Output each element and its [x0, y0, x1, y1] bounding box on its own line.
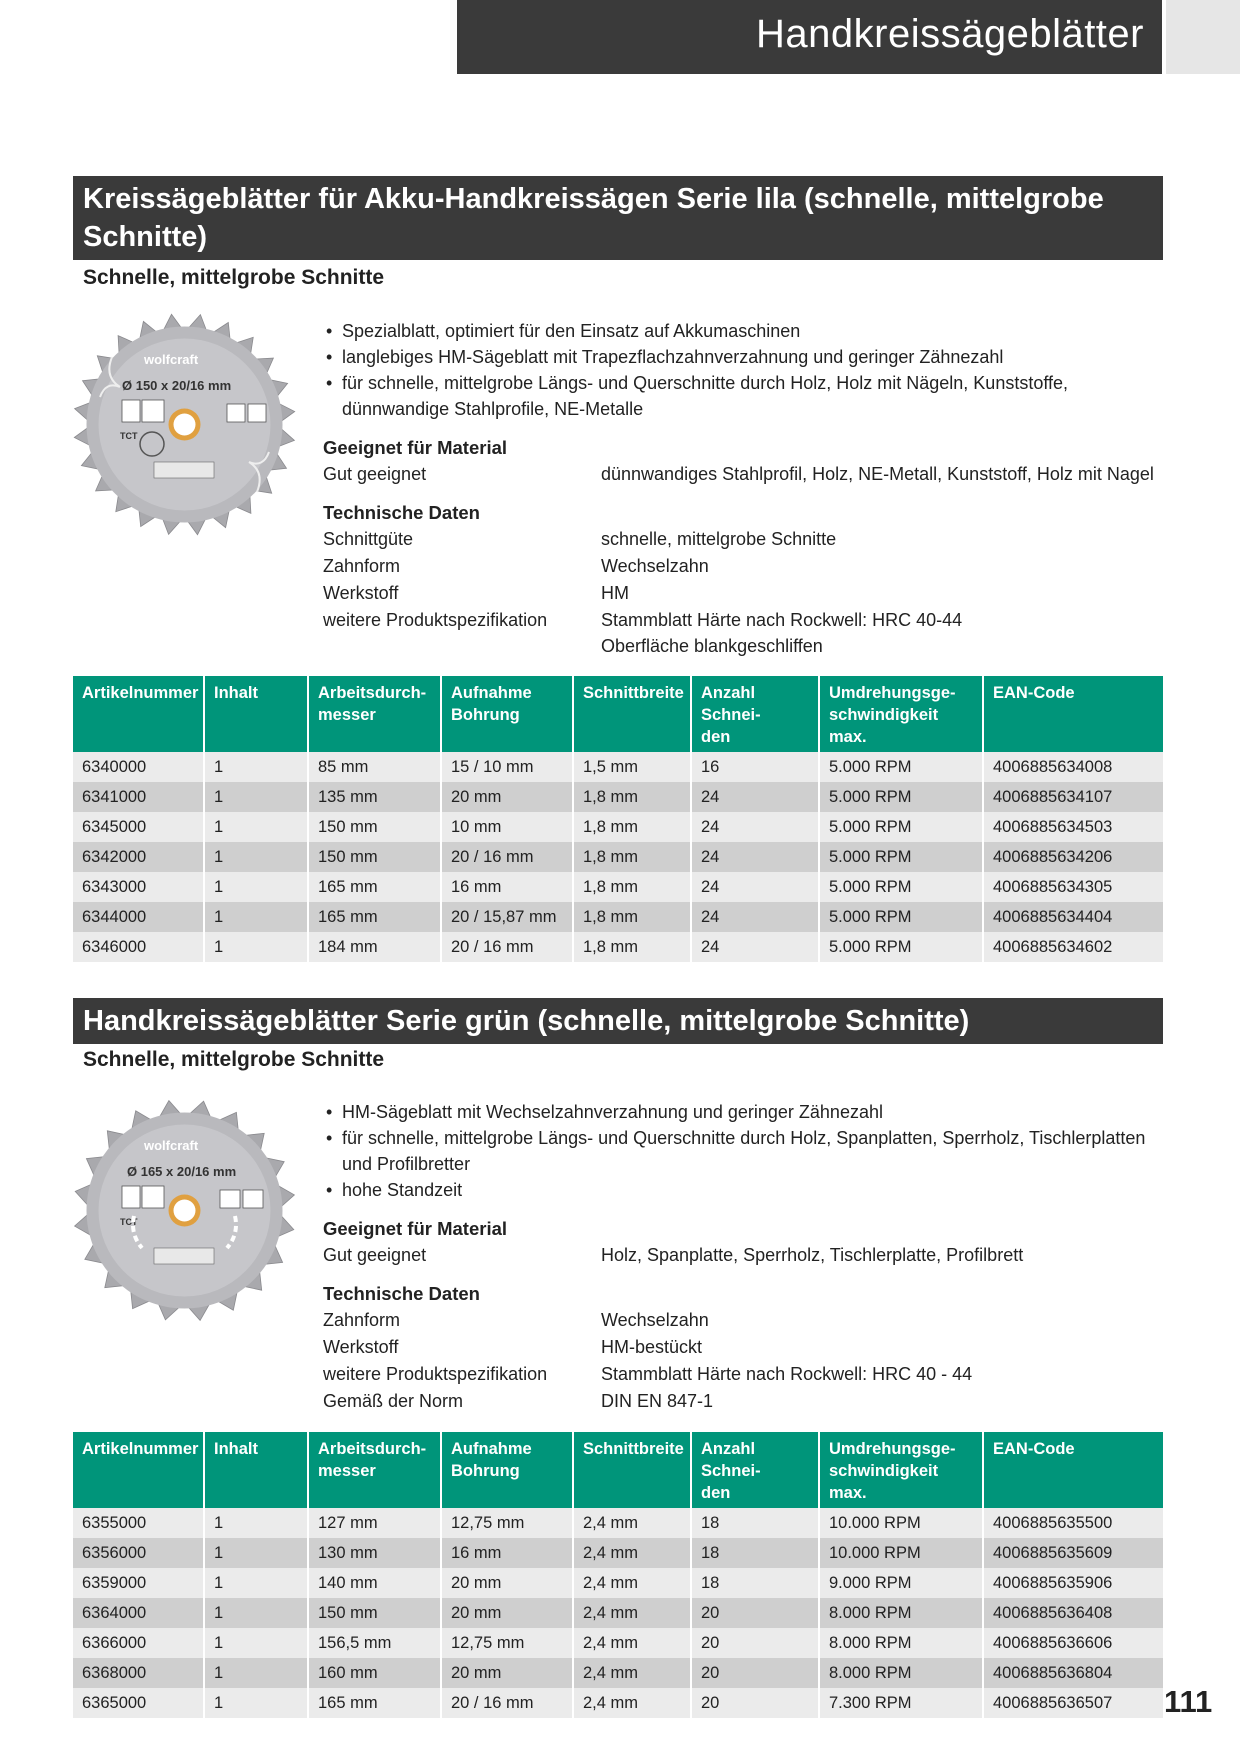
table-cell: 8.000 RPM	[819, 1658, 983, 1688]
table-row	[73, 782, 1163, 812]
table-cell: 1,8 mm	[573, 932, 691, 962]
column-header: Artikelnummer	[73, 1432, 204, 1508]
feature-item: • hohe Standzeit	[322, 1177, 1162, 1203]
spec-value: Stammblatt Härte nach Rockwell: HRC 40 - 44	[601, 1364, 973, 1384]
table-cell: 9.000 RPM	[819, 1568, 983, 1598]
table-cell: 140 mm	[308, 1568, 441, 1598]
saw-blade-image	[72, 312, 297, 537]
blade-brand: wolfcraft	[144, 352, 199, 367]
table-cell: 6365000	[73, 1688, 204, 1718]
table-row	[73, 1628, 1163, 1658]
spec-label: Gut geeignet	[323, 464, 427, 484]
table-cell: 16	[691, 752, 819, 782]
table-cell: 6340000	[73, 752, 204, 782]
blade-tct-label: TCT	[120, 1217, 138, 1227]
table-cell: 20 mm	[441, 1598, 573, 1628]
table-cell: 1	[204, 1688, 308, 1718]
table-cell: 24	[691, 902, 819, 932]
column-header: EAN-Code	[983, 676, 1163, 752]
table-cell: 6346000	[73, 932, 204, 962]
spec-label: weitere Produktspezifikation	[323, 610, 548, 630]
table-cell: 1	[204, 1568, 308, 1598]
table-cell: 6341000	[73, 782, 204, 812]
table-cell: 20	[691, 1598, 819, 1628]
page-header	[457, 0, 1162, 74]
column-header: Arbeitsdurch- messer	[308, 676, 441, 752]
product-table-lila	[73, 676, 1163, 962]
blade-arbor-hole	[174, 414, 196, 436]
table-cell: 24	[691, 842, 819, 872]
blade-tct-label: TCT	[120, 431, 138, 441]
spec-label: Gemäß der Norm	[323, 1391, 464, 1411]
table-cell: 1	[204, 782, 308, 812]
table-cell: 4006885634503	[983, 812, 1163, 842]
feature-item: • Spezialblatt, optimiert für den Einsatz auf Akkumaschinen	[322, 318, 1162, 344]
table-cell: 130 mm	[308, 1538, 441, 1568]
table-cell: 24	[691, 812, 819, 842]
table-cell: 4006885635906	[983, 1568, 1163, 1598]
table-cell: 5.000 RPM	[819, 812, 983, 842]
table-cell: 20 mm	[441, 1568, 573, 1598]
table-cell: 1,8 mm	[573, 872, 691, 902]
table-cell: 1,8 mm	[573, 812, 691, 842]
table-cell: 4006885636804	[983, 1658, 1163, 1688]
table-cell: 156,5 mm	[308, 1628, 441, 1658]
table-cell: 20 / 16 mm	[441, 1688, 573, 1718]
column-header: Anzahl Schnei- den	[691, 1432, 819, 1508]
table-cell: 20 / 15,87 mm	[441, 902, 573, 932]
saw-blade-image	[72, 1098, 297, 1323]
table-cell: 135 mm	[308, 782, 441, 812]
column-header: Inhalt	[204, 1432, 308, 1508]
spec-label: weitere Produktspezifikation	[323, 1364, 548, 1384]
table-cell: 127 mm	[308, 1508, 441, 1538]
table-cell: 6364000	[73, 1598, 204, 1628]
table-row	[73, 1688, 1163, 1718]
table-cell: 5.000 RPM	[819, 782, 983, 812]
table-cell: 4006885635609	[983, 1538, 1163, 1568]
table-header-row	[73, 1432, 1163, 1508]
table-cell: 150 mm	[308, 812, 441, 842]
table-cell: 165 mm	[308, 872, 441, 902]
table-cell: 1	[204, 1658, 308, 1688]
table-cell: 20	[691, 1628, 819, 1658]
table-cell: 6345000	[73, 812, 204, 842]
spec-value: schnelle, mittelgrobe Schnitte	[601, 529, 837, 549]
table-cell: 2,4 mm	[573, 1568, 691, 1598]
spec-value: Holz, Spanplatte, Sperrholz, Tischlerplatte, Profilbrett	[601, 1245, 1024, 1265]
column-header: Aufnahme Bohrung	[441, 1432, 573, 1508]
table-cell: 20 mm	[441, 782, 573, 812]
spec-value: Stammblatt Härte nach Rockwell: HRC 40-44	[601, 610, 963, 630]
table-cell: 5.000 RPM	[819, 872, 983, 902]
table-cell: 24	[691, 782, 819, 812]
table-cell: 20	[691, 1658, 819, 1688]
table-cell: 2,4 mm	[573, 1688, 691, 1718]
column-header: Arbeitsdurch- messer	[308, 1432, 441, 1508]
table-cell: 2,4 mm	[573, 1538, 691, 1568]
spec-value: Wechselzahn	[601, 556, 709, 576]
table-cell: 10.000 RPM	[819, 1508, 983, 1538]
table-row	[73, 1658, 1163, 1688]
column-header: Aufnahme Bohrung	[441, 676, 573, 752]
table-cell: 18	[691, 1568, 819, 1598]
feature-item: • für schnelle, mittelgrobe Längs- und Querschnitte durch Holz, Spanplatten, Sperrholz, Tischlerplatten und Profilbretter	[322, 1125, 1162, 1177]
table-cell: 8.000 RPM	[819, 1628, 983, 1658]
table-cell: 85 mm	[308, 752, 441, 782]
table-cell: 1	[204, 902, 308, 932]
table-cell: 1	[204, 1538, 308, 1568]
column-header: Artikelnummer	[73, 676, 204, 752]
table-cell: 6368000	[73, 1658, 204, 1688]
section-subtitle-lila: Schnelle, mittelgrobe Schnitte	[83, 266, 385, 289]
feature-item: • für schnelle, mittelgrobe Längs- und Querschnitte durch Holz, Holz mit Nägeln, Kunststoffe, dünnwandige Stahlprofile, NE-Metalle	[322, 370, 1162, 422]
table-cell: 6355000	[73, 1508, 204, 1538]
table-row	[73, 1508, 1163, 1538]
table-cell: 24	[691, 932, 819, 962]
table-cell: 165 mm	[308, 902, 441, 932]
table-cell: 1	[204, 872, 308, 902]
spec-value: DIN EN 847-1	[601, 1391, 714, 1411]
feature-item: • langlebiges HM-Sägeblatt mit Trapezflachzahnverzahnung und geringer Zähnezahl	[322, 344, 1162, 370]
table-cell: 4006885634008	[983, 752, 1163, 782]
feature-list-gruen	[322, 1099, 1162, 1203]
spec-label: Schnittgüte	[323, 529, 414, 549]
table-cell: 1,8 mm	[573, 842, 691, 872]
table-cell: 1	[204, 752, 308, 782]
table-cell: 20 / 16 mm	[441, 932, 573, 962]
table-cell: 16 mm	[441, 1538, 573, 1568]
table-cell: 2,4 mm	[573, 1658, 691, 1688]
table-cell: 20 mm	[441, 1658, 573, 1688]
spec-value: Oberfläche blankgeschliffen	[601, 636, 823, 656]
spec-label: Zahnform	[323, 1310, 401, 1330]
table-cell: 1	[204, 812, 308, 842]
table-cell: 5.000 RPM	[819, 932, 983, 962]
table-row	[73, 752, 1163, 782]
table-cell: 2,4 mm	[573, 1598, 691, 1628]
column-header: Schnittbreite	[573, 1432, 691, 1508]
table-cell: 15 / 10 mm	[441, 752, 573, 782]
table-cell: 6366000	[73, 1628, 204, 1658]
page-header-title: Handkreissägeblätter	[756, 12, 1144, 56]
table-cell: 1	[204, 1598, 308, 1628]
table-cell: 1	[204, 1628, 308, 1658]
table-cell: 8.000 RPM	[819, 1598, 983, 1628]
product-table-gruen	[73, 1432, 1163, 1718]
spec-label: Werkstoff	[323, 1337, 399, 1357]
blade-arbor-hole	[174, 1200, 196, 1222]
table-cell: 4006885634305	[983, 872, 1163, 902]
table-row	[73, 812, 1163, 842]
table-cell: 5.000 RPM	[819, 842, 983, 872]
table-header-row	[73, 676, 1163, 752]
table-cell: 18	[691, 1508, 819, 1538]
column-header: EAN-Code	[983, 1432, 1163, 1508]
spec-label: Zahnform	[323, 556, 401, 576]
table-cell: 1,8 mm	[573, 902, 691, 932]
table-cell: 12,75 mm	[441, 1628, 573, 1658]
table-cell: 6359000	[73, 1568, 204, 1598]
spec-value: dünnwandiges Stahlprofil, Holz, NE-Metall, Kunststoff, Holz mit Nagel	[601, 464, 1154, 484]
table-cell: 4006885634206	[983, 842, 1163, 872]
table-cell: 5.000 RPM	[819, 902, 983, 932]
column-header: Inhalt	[204, 676, 308, 752]
table-row	[73, 842, 1163, 872]
section-subtitle-gruen: Schnelle, mittelgrobe Schnitte	[83, 1048, 385, 1071]
table-cell: 2,4 mm	[573, 1628, 691, 1658]
table-cell: 6356000	[73, 1538, 204, 1568]
table-cell: 2,4 mm	[573, 1508, 691, 1538]
table-cell: 10.000 RPM	[819, 1538, 983, 1568]
column-header: Umdrehungsge- schwindigkeit max.	[819, 676, 983, 752]
table-cell: 6342000	[73, 842, 204, 872]
table-row	[73, 932, 1163, 962]
table-cell: 4006885634602	[983, 932, 1163, 962]
table-cell: 6343000	[73, 872, 204, 902]
spec-value: HM-bestückt	[601, 1337, 703, 1357]
table-cell: 4006885634107	[983, 782, 1163, 812]
spec-value: Wechselzahn	[601, 1310, 709, 1330]
section-title-gruen: Handkreissägeblätter Serie grün (schnelle, mittelgrobe Schnitte)	[73, 998, 1163, 1044]
blade-size-label: Ø 150 x 20/16 mm	[122, 378, 232, 393]
table-cell: 10 mm	[441, 812, 573, 842]
table-cell: 150 mm	[308, 842, 441, 872]
column-header: Schnittbreite	[573, 676, 691, 752]
table-cell: 4006885636408	[983, 1598, 1163, 1628]
spec-value: HM	[601, 583, 629, 603]
tech-heading: Technische Daten	[323, 502, 480, 523]
table-row	[73, 1568, 1163, 1598]
table-cell: 4006885635500	[983, 1508, 1163, 1538]
table-cell: 1	[204, 932, 308, 962]
table-cell: 20	[691, 1688, 819, 1718]
table-cell: 20 / 16 mm	[441, 842, 573, 872]
table-row	[73, 1538, 1163, 1568]
table-cell: 4006885636507	[983, 1688, 1163, 1718]
spec-label: Werkstoff	[323, 583, 399, 603]
table-cell: 24	[691, 872, 819, 902]
table-cell: 5.000 RPM	[819, 752, 983, 782]
feature-item: • HM-Sägeblatt mit Wechselzahnverzahnung und geringer Zähnezahl	[322, 1099, 1162, 1125]
table-cell: 12,75 mm	[441, 1508, 573, 1538]
table-row	[73, 902, 1163, 932]
material-heading: Geeignet für Material	[323, 437, 508, 458]
table-cell: 6344000	[73, 902, 204, 932]
table-row	[73, 872, 1163, 902]
header-edge-tab	[1166, 0, 1240, 74]
table-cell: 160 mm	[308, 1658, 441, 1688]
spec-label: Gut geeignet	[323, 1245, 427, 1265]
table-cell: 4006885634404	[983, 902, 1163, 932]
tech-heading: Technische Daten	[323, 1283, 480, 1304]
table-cell: 1,8 mm	[573, 782, 691, 812]
material-heading: Geeignet für Material	[323, 1218, 508, 1239]
table-cell: 18	[691, 1538, 819, 1568]
table-cell: 165 mm	[308, 1688, 441, 1718]
blade-brand: wolfcraft	[144, 1138, 199, 1153]
blade-size-label: Ø 165 x 20/16 mm	[127, 1164, 237, 1179]
table-cell: 4006885636606	[983, 1628, 1163, 1658]
table-cell: 1	[204, 842, 308, 872]
table-cell: 16 mm	[441, 872, 573, 902]
table-cell: 150 mm	[308, 1598, 441, 1628]
table-cell: 184 mm	[308, 932, 441, 962]
table-cell: 1	[204, 1508, 308, 1538]
page-number: 111	[1164, 1684, 1213, 1719]
section-title-lila: Kreissägeblätter für Akku-Handkreissägen Serie lila (schnelle, mittelgrobe Schnitte)	[73, 176, 1163, 260]
table-cell: 1,5 mm	[573, 752, 691, 782]
column-header: Anzahl Schnei- den	[691, 676, 819, 752]
column-header: Umdrehungsge- schwindigkeit max.	[819, 1432, 983, 1508]
feature-list-lila	[322, 318, 1162, 422]
table-cell: 7.300 RPM	[819, 1688, 983, 1718]
table-row	[73, 1598, 1163, 1628]
